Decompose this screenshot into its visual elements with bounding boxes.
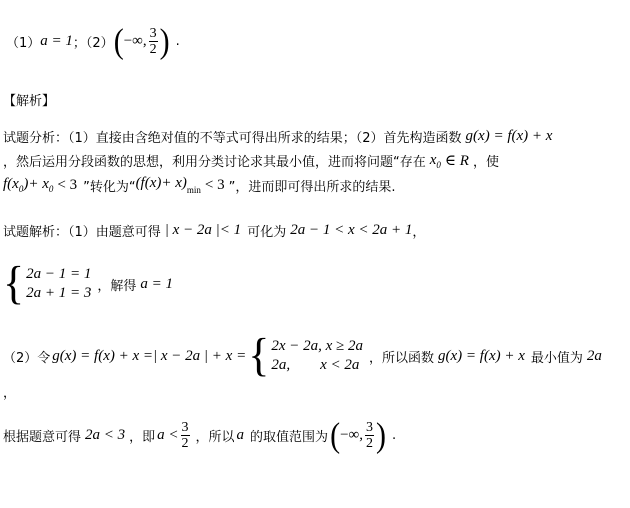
var-x: x	[429, 151, 437, 168]
solution-math: g(x) = f(x) + x =| x − 2a | + x =	[52, 347, 247, 364]
fraction-denominator: 2	[181, 436, 189, 451]
fraction-numerator: 3	[181, 420, 189, 435]
solution-comma: ，	[3, 386, 17, 401]
right-paren: )	[159, 21, 170, 60]
solution-math: a	[236, 427, 245, 443]
solution-text: 最小值为	[530, 350, 583, 366]
equation-system	[26, 265, 91, 303]
solution-math: g(x) = f(x) + x	[438, 347, 525, 364]
fraction-numerator: 3	[365, 420, 373, 435]
analysis-math: < 3	[57, 176, 78, 193]
subscript: 0	[18, 184, 24, 194]
answer-neg-inf: −∞,	[123, 33, 147, 49]
fraction-denominator: 2	[149, 42, 157, 57]
answer-end: .	[175, 34, 180, 49]
equation-2: 2a + 1 = 3	[26, 285, 92, 301]
subscript: 0	[436, 159, 441, 170]
math-part: (f(x)+ x)	[135, 175, 187, 191]
left-brace: {	[3, 257, 25, 310]
solution-math: 2a < 3	[85, 427, 126, 443]
analysis-text: 试题分析：（1）直接由含绝对值的不等式可得出所求的结果；（2）首先构造函数	[3, 131, 462, 146]
math-part: f(x	[3, 176, 19, 192]
jiexi-heading: 【解析】	[3, 94, 56, 109]
solution-text: 可化为	[247, 225, 287, 240]
fraction-three-halves	[181, 420, 190, 451]
solution-line-2	[3, 329, 602, 382]
solution-text: ，所以	[195, 430, 235, 445]
left-paren: (	[113, 21, 124, 60]
solution-text: 的取值范围为	[250, 430, 329, 445]
analysis-math	[3, 176, 53, 194]
analysis-line-1	[3, 127, 552, 146]
analysis-math	[430, 152, 441, 170]
solution-text: ，所以函数	[369, 350, 435, 366]
fraction-three-halves	[365, 420, 374, 451]
analysis-math	[136, 175, 201, 195]
solution-text: （2）令	[3, 350, 51, 366]
answer-fraction	[149, 26, 158, 57]
solution-system	[3, 257, 174, 310]
solution-math: −∞,	[340, 427, 363, 443]
subscript-min: min	[186, 185, 201, 195]
fraction-denominator: 2	[365, 436, 373, 451]
left-paren: (	[330, 415, 341, 454]
answer-separator: ；（2）	[72, 36, 114, 51]
solution-math: a = 1	[140, 275, 174, 292]
piecewise-cases	[271, 337, 363, 375]
solution-text: ，	[412, 225, 426, 240]
analysis-math: < 3	[204, 176, 225, 193]
solution-math: 2a	[586, 347, 602, 364]
analysis-text: ，使	[472, 155, 499, 170]
equation-1: 2a − 1 = 1	[26, 266, 92, 282]
solution-line-1	[3, 221, 425, 240]
subscript: 0	[48, 184, 54, 194]
solution-text: ，即	[129, 430, 156, 445]
solution-math: 2a − 1 < x < 2a + 1	[290, 222, 413, 238]
solution-math: a <	[157, 427, 179, 443]
answer-a-equals: a = 1	[40, 33, 73, 49]
analysis-line-2	[3, 151, 499, 170]
answer-line	[6, 21, 180, 60]
solution-text: ，解得	[97, 278, 137, 294]
analysis-line-3	[3, 175, 396, 195]
solution-text: 根据题意可得	[3, 430, 82, 445]
analysis-text: ”，进而即可得出所求的结果.	[228, 179, 396, 195]
analysis-text: ，然后运用分段函数的思想，利用分类讨论求其最小值，进而将问题“存在	[3, 155, 426, 170]
solution-line-3	[3, 415, 397, 454]
case-1: 2x − 2a, x ≥ 2a	[271, 338, 363, 354]
answer-part1-label: （1）	[6, 36, 41, 51]
case-2: 2a, x < 2a	[271, 357, 360, 373]
solution-math: | x − 2a |< 1	[164, 222, 242, 238]
left-brace: {	[248, 329, 270, 382]
analysis-math: ∈ R	[444, 153, 469, 169]
analysis-math: g(x) = f(x) + x	[465, 128, 553, 144]
solution-text: .	[391, 428, 397, 443]
math-part: )+ x	[23, 176, 49, 192]
solution-text: 试题解析：（1）由题意可得	[3, 225, 161, 240]
fraction-numerator: 3	[149, 26, 157, 41]
right-paren: )	[375, 415, 386, 454]
analysis-text: ”转化为“	[83, 179, 136, 195]
